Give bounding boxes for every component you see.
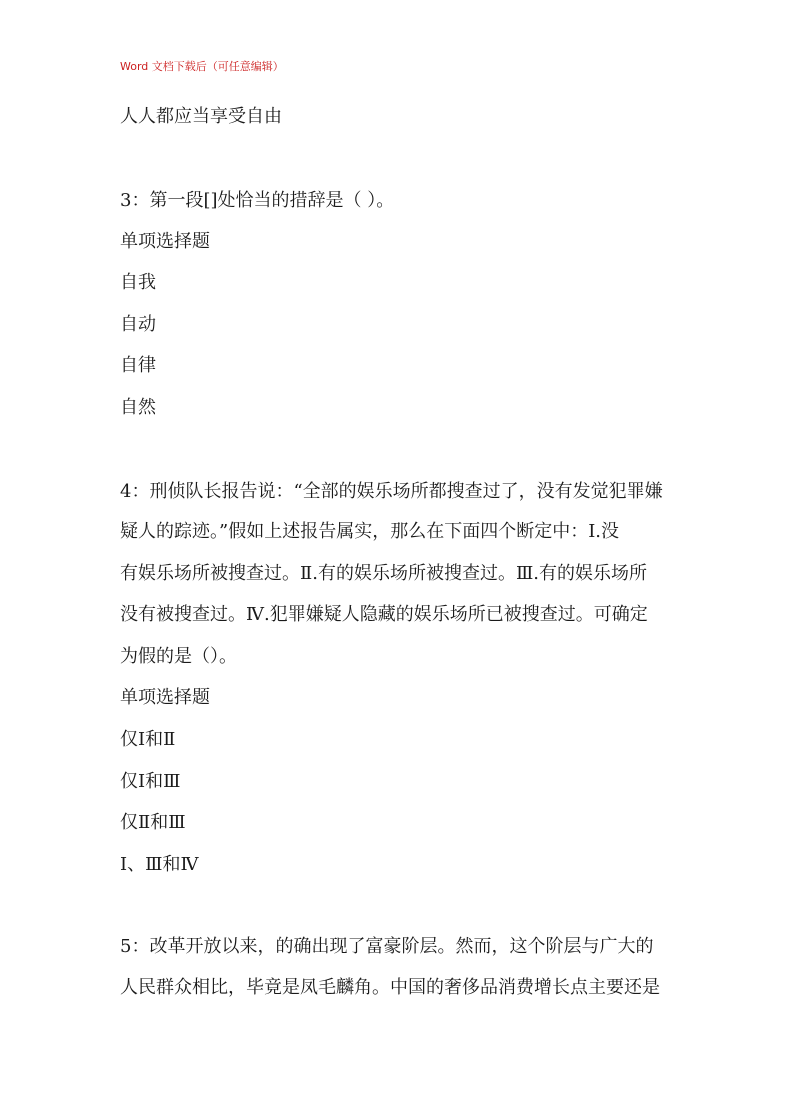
page-header: Word 文档下载后（可任意编辑） bbox=[120, 60, 284, 73]
question-4-option-c: 仅Ⅱ和Ⅲ bbox=[120, 812, 186, 833]
question-4-option-b: 仅Ⅰ和Ⅲ bbox=[120, 771, 181, 792]
question-4-stem-line-4: 没有被搜查过。Ⅳ.犯罪嫌疑人隐藏的娱乐场所已被搜查过。可确定 bbox=[120, 604, 648, 625]
question-4-type: 单项选择题 bbox=[120, 687, 210, 708]
question-4-option-d: Ⅰ、Ⅲ和Ⅳ bbox=[120, 854, 199, 875]
question-3-type: 单项选择题 bbox=[120, 231, 210, 252]
question-4-option-a: 仅Ⅰ和Ⅱ bbox=[120, 729, 176, 750]
question-5-stem-line-1: 5：改革开放以来，的确出现了富豪阶层。然而，这个阶层与广大的 bbox=[120, 936, 654, 957]
question-4-stem-line-5: 为假的是（）。 bbox=[120, 646, 237, 667]
question-3-option-c: 自律 bbox=[120, 355, 156, 376]
question-3-stem: 3：第一段[]处恰当的措辞是（ ）。 bbox=[120, 190, 395, 211]
question-3-option-d: 自然 bbox=[120, 397, 156, 418]
question-4-stem-line-1: 4：刑侦队长报告说：“全部的娱乐场所都搜查过了，没有发觉犯罪嫌 bbox=[120, 481, 663, 502]
question-2-answer-text: 人人都应当享受自由 bbox=[120, 106, 282, 127]
question-3-option-b: 自动 bbox=[120, 314, 156, 335]
question-3-option-a: 自我 bbox=[120, 272, 156, 293]
question-4-stem-line-2: 疑人的踪迹。”假如上述报告属实，那么在下面四个断定中：Ⅰ.没 bbox=[120, 521, 620, 542]
question-5-stem-line-2: 人民群众相比，毕竟是凤毛麟角。中国的奢侈品消费增长点主要还是 bbox=[120, 977, 660, 998]
question-4-stem-line-3: 有娱乐场所被搜查过。Ⅱ.有的娱乐场所被搜查过。Ⅲ.有的娱乐场所 bbox=[120, 563, 648, 584]
